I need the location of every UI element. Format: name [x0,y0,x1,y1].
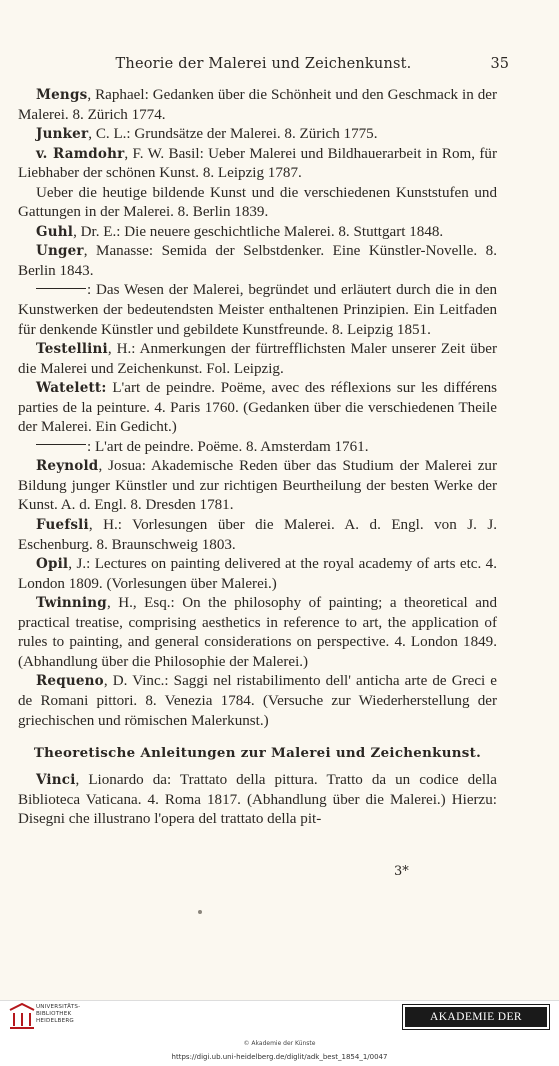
permalink-url[interactable]: https://digi.ub.uni-heidelberg.de/diglit/adk_best_1854_1/0047 [171,1053,388,1061]
entry-text: , C. L.: Grundsätze der Malerei. 8. Zürich 1775. [88,126,378,143]
section-entries [18,771,497,830]
bibliography-list [18,86,497,830]
author-name: Mengs [36,87,88,103]
bibliography-entry [18,771,497,830]
bibliography-entry [18,340,497,379]
author-name: Opil [36,556,69,573]
ditto-dash [36,444,86,445]
author-name: Vinci [36,772,76,789]
author-name: Testellini [36,341,108,358]
entry-text: : L'art de peindre. Poëme. 8. Amsterdam 1761. [87,438,369,455]
page-number: 35 [490,56,509,72]
running-header [18,56,509,76]
ink-speck [198,910,202,914]
entry-text: L'art de peindre. Poëme, avec des réflexions sur les différens parties de la peinture. 4. Paris 1760. (Gedanken über die verschiedenen Theile der Malerei. Ein Gedicht.) [18,380,497,436]
bibliography-entry [18,125,497,145]
signature-mark: 3* [394,864,409,879]
author-name: Junker [36,126,89,143]
library-name: UNIVERSITÄTS- BIBLIOTHEK HEIDELBERG [36,1004,81,1024]
entries [18,86,497,731]
bibliography-entry [18,438,497,458]
bibliography-entry [18,379,497,438]
entry-text: Ueber die heutige bildende Kunst und die verschiedenen Kunststufen und Gattungen in der Malerei. 8. Berlin 1839. [18,184,497,221]
entry-text: , H.: Vorlesungen über die Malerei. A. d. Engl. von J. J. Eschenburg. 8. Braunschweig 1803. [18,517,497,553]
bibliography-entry [18,223,497,243]
running-title: Theorie der Malerei und Zeichenkunst. [115,56,412,72]
entry-text: , F. W. Basil: Ueber Malerei und Bildhauerarbeit in Rom, für Liebhaber der schönen Kunst. 8. Leipzig 1787. [18,145,497,182]
bibliography-entry [18,281,497,340]
bibliography-entry [18,145,497,184]
university-library-logo-icon [6,1000,38,1032]
author-name: Guhl [36,223,74,240]
bibliography-entry [18,672,497,731]
bibliography-entry [18,86,497,125]
entry-text: , Dr. E.: Die neuere geschichtliche Malerei. 8. Stuttgart 1848. [73,223,444,240]
author-name: Unger [36,243,84,260]
bibliography-entry [18,594,497,672]
bibliography-entry [18,555,497,594]
entry-text: , H., Esq.: On the philosophy of painting; a theoretical and practical treatise, comprising aesthetics in reference to art, the application of rules to painting, and general considerations on perspective. 4. London 1849. (Abhandlung über die Philosophie der Malerei.) [18,595,497,670]
author-name: Reynold [36,458,99,475]
author-name: Twinning [36,595,107,612]
bibliography-entry [18,516,497,555]
author-name: v. Ramdohr [36,145,125,162]
entry-text: , Josua: Akademische Reden über das Studium der Malerei zur Bildung junger Künstler und zur richtigen Beurtheilung der besten Werke der Kunst. A. d. Engl. 8. Dresden 1781. [18,458,497,514]
entry-text: , J.: Lectures on painting delivered at the royal academy of arts etc. 4. London 1809. (Vorlesungen über Malerei.) [18,556,497,592]
bibliography-entry [18,457,497,516]
author-name: Watelett: [36,380,107,397]
entry-text: , H.: Anmerkungen der fürtrefflichsten Maler unserer Zeit über die Malerei und Zeichenkunst. Fol. Leipzig. [18,341,497,377]
entry-text: , Lionardo da: Trattato della pittura. Tratto da un codice della Biblioteca Vaticana. 4. Roma 1817. (Abhandlung über die Malerei.) Hierzu: Disegni che illustrano l'opera del trattato della pit- [18,772,497,828]
author-name: Requeno [36,673,104,690]
akademie-logo[interactable]: AKADEMIE DER KÜNSTE [403,1005,549,1029]
copyright-notice: © Akademie der Künste [243,1040,316,1047]
bibliography-entry [18,184,497,223]
ditto-dash [36,288,86,289]
entry-text: : Das Wesen der Malerei, begründet und erläutert durch die in den Kunstwerken der bedeutendsten Meister enthaltenen Prinzipien. Ein Leitfaden für denkende Künstler und gebildete Kunstfreunde. 8. Leipzig 1851. [18,282,497,338]
section-heading: Theoretische Anleitungen zur Malerei und Zeichenkunst. [33,745,482,762]
entry-text: , D. Vinc.: Saggi nel ristabilimento dell' anticha arte de Greci e de Romani pittori. 8. Venezia 1784. (Versuche zur Wiederherstellung der griechischen und römischen Malerkunst.) [18,673,497,729]
bibliography-entry [18,242,497,281]
entry-text: , Manasse: Semida der Selbstdenker. Eine Künstler-Novelle. 8. Berlin 1843. [18,243,497,279]
author-name: Fuefsli [36,517,89,534]
entry-text: , Raphael: Gedanken über die Schönheit und den Geschmack in der Malerei. 8. Zürich 1774. [18,87,497,123]
